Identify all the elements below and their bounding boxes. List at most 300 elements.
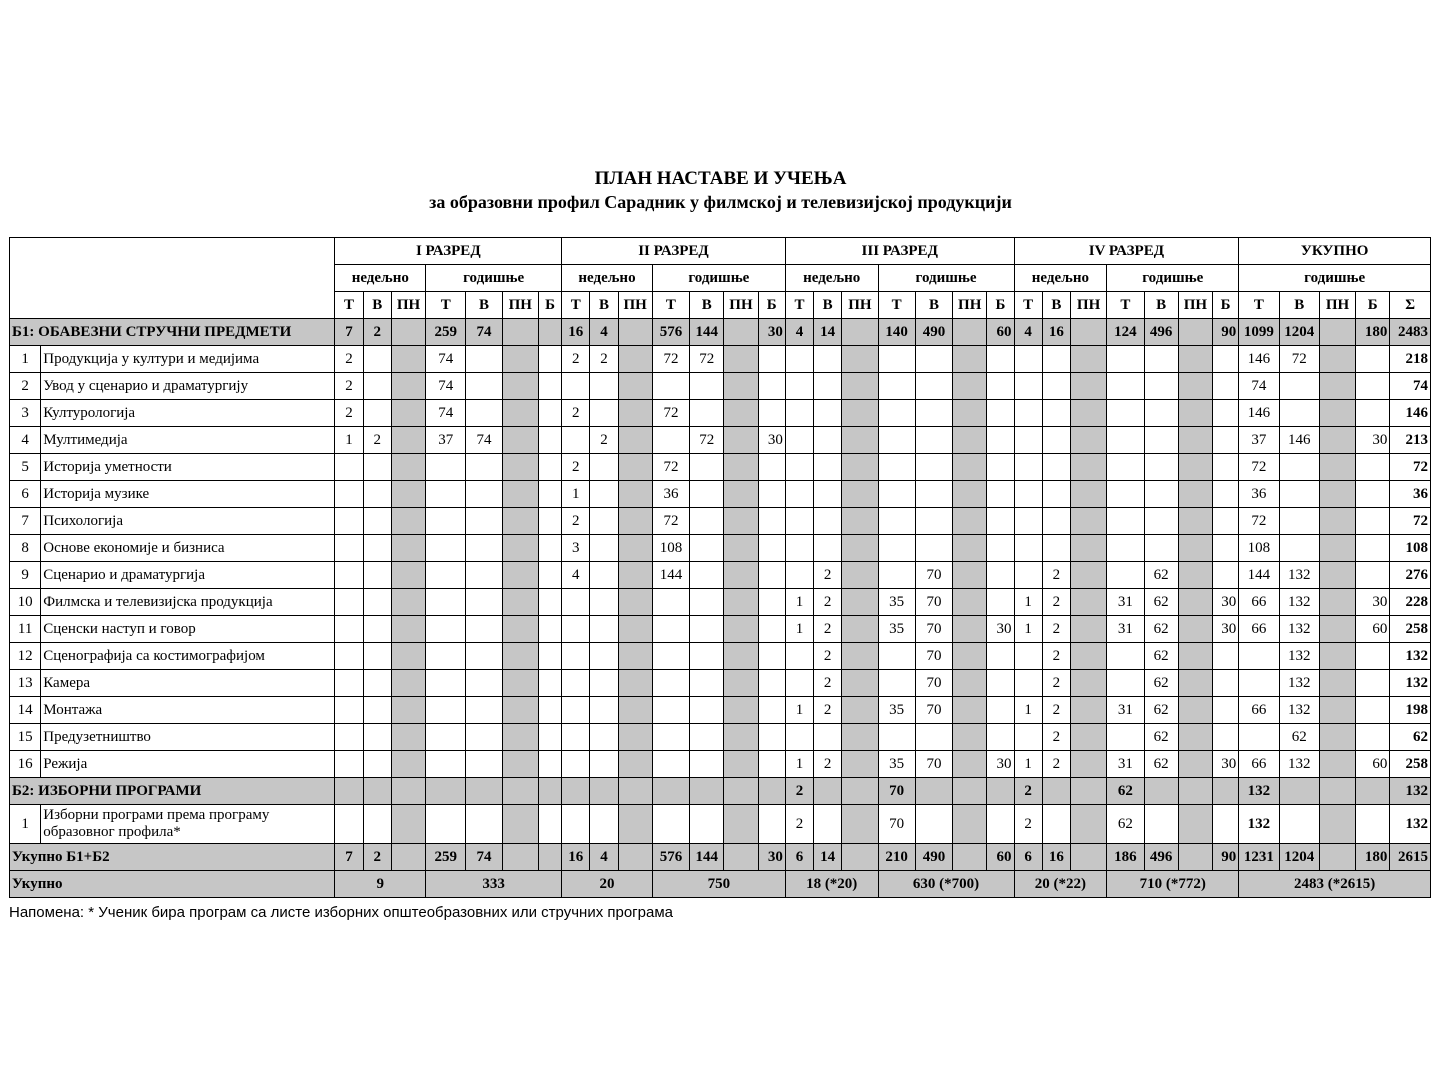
value-cell: 16 bbox=[1042, 844, 1070, 871]
value-cell bbox=[987, 778, 1014, 805]
value-cell bbox=[363, 616, 391, 643]
section-label: Б1: ОБАВЕЗНИ СТРУЧНИ ПРЕДМЕТИ bbox=[10, 319, 335, 346]
value-cell bbox=[652, 724, 689, 751]
value-cell bbox=[724, 319, 758, 346]
value-cell: 576 bbox=[652, 319, 689, 346]
value-cell bbox=[724, 481, 758, 508]
value-cell bbox=[1144, 481, 1178, 508]
value-cell bbox=[724, 373, 758, 400]
value-cell bbox=[538, 508, 561, 535]
value-cell bbox=[1107, 346, 1144, 373]
value-cell bbox=[426, 805, 466, 844]
value-cell bbox=[1319, 670, 1355, 697]
row-number: 12 bbox=[10, 643, 41, 670]
value-cell bbox=[335, 481, 363, 508]
value-cell bbox=[915, 346, 952, 373]
value-cell: 30 bbox=[758, 319, 785, 346]
value-cell: 2 bbox=[562, 346, 590, 373]
value-cell bbox=[538, 643, 561, 670]
value-cell bbox=[1144, 535, 1178, 562]
value-cell bbox=[502, 481, 538, 508]
value-cell: 62 bbox=[1144, 697, 1178, 724]
value-cell bbox=[538, 454, 561, 481]
value-cell bbox=[466, 373, 502, 400]
total-cell: 750 bbox=[652, 871, 785, 898]
value-cell bbox=[391, 319, 425, 346]
value-cell: 259 bbox=[426, 319, 466, 346]
value-cell bbox=[335, 535, 363, 562]
value-cell: 1204 bbox=[1279, 844, 1319, 871]
value-cell bbox=[538, 562, 561, 589]
total-cell: 333 bbox=[426, 871, 562, 898]
row-number: 2 bbox=[10, 373, 41, 400]
value-cell: 62 bbox=[1144, 751, 1178, 778]
value-cell bbox=[1070, 589, 1106, 616]
value-cell bbox=[590, 454, 618, 481]
value-cell bbox=[1213, 670, 1239, 697]
value-cell bbox=[690, 697, 724, 724]
value-cell bbox=[1279, 400, 1319, 427]
value-cell bbox=[842, 616, 878, 643]
value-cell: 132 bbox=[1390, 670, 1431, 697]
value-cell: 1099 bbox=[1239, 319, 1279, 346]
value-cell bbox=[426, 724, 466, 751]
value-cell bbox=[1144, 454, 1178, 481]
value-cell: 146 bbox=[1239, 400, 1279, 427]
value-cell: 2 bbox=[590, 427, 618, 454]
value-cell bbox=[1042, 535, 1070, 562]
value-cell bbox=[538, 778, 561, 805]
table-row bbox=[10, 481, 1431, 508]
subject-name: Увод у сценарио и драматургију bbox=[41, 373, 335, 400]
value-cell bbox=[1319, 724, 1355, 751]
value-cell: 35 bbox=[878, 589, 915, 616]
value-cell bbox=[335, 805, 363, 844]
value-cell bbox=[1319, 697, 1355, 724]
value-cell: 1 bbox=[1014, 589, 1042, 616]
subject-name: Изборни програми према програму образовног профила* bbox=[41, 805, 335, 844]
total-cell: 18 (*20) bbox=[785, 871, 878, 898]
value-cell bbox=[363, 481, 391, 508]
value-cell bbox=[391, 778, 425, 805]
value-cell bbox=[987, 805, 1014, 844]
value-cell bbox=[1356, 454, 1390, 481]
value-cell: 180 bbox=[1356, 844, 1390, 871]
value-cell bbox=[1178, 844, 1212, 871]
value-cell: 2 bbox=[814, 562, 842, 589]
value-cell bbox=[391, 535, 425, 562]
value-cell bbox=[1319, 400, 1355, 427]
value-cell bbox=[690, 481, 724, 508]
value-cell: 4 bbox=[590, 319, 618, 346]
value-cell bbox=[618, 427, 652, 454]
subject-name: Предузетништво bbox=[41, 724, 335, 751]
value-cell bbox=[785, 454, 813, 481]
value-cell bbox=[1213, 400, 1239, 427]
value-cell bbox=[1356, 562, 1390, 589]
value-cell bbox=[1014, 643, 1042, 670]
value-cell bbox=[1070, 400, 1106, 427]
value-cell bbox=[758, 805, 785, 844]
value-cell: 210 bbox=[878, 844, 915, 871]
value-cell bbox=[987, 724, 1014, 751]
value-cell bbox=[502, 805, 538, 844]
value-cell bbox=[1178, 481, 1212, 508]
value-cell bbox=[878, 346, 915, 373]
total-b1b2-row bbox=[10, 844, 1431, 871]
value-cell bbox=[1178, 643, 1212, 670]
subheader-cell: ПН bbox=[724, 292, 758, 319]
value-cell bbox=[953, 427, 987, 454]
value-cell bbox=[1178, 670, 1212, 697]
value-cell: 2 bbox=[1042, 616, 1070, 643]
value-cell bbox=[1070, 346, 1106, 373]
value-cell bbox=[502, 535, 538, 562]
value-cell bbox=[618, 562, 652, 589]
value-cell bbox=[915, 778, 952, 805]
value-cell bbox=[1070, 778, 1106, 805]
value-cell bbox=[785, 508, 813, 535]
value-cell: 31 bbox=[1107, 697, 1144, 724]
grade-2-header: II РАЗРЕД bbox=[562, 238, 786, 265]
subject-name: Сценографија са костимографијом bbox=[41, 643, 335, 670]
value-cell: 62 bbox=[1144, 724, 1178, 751]
value-cell bbox=[878, 508, 915, 535]
value-cell bbox=[1070, 454, 1106, 481]
value-cell bbox=[758, 346, 785, 373]
value-cell bbox=[842, 454, 878, 481]
value-cell: 3 bbox=[562, 535, 590, 562]
value-cell bbox=[391, 805, 425, 844]
value-cell bbox=[953, 805, 987, 844]
value-cell bbox=[363, 400, 391, 427]
value-cell bbox=[652, 427, 689, 454]
value-cell: 74 bbox=[1239, 373, 1279, 400]
value-cell: 16 bbox=[562, 319, 590, 346]
value-cell bbox=[1356, 346, 1390, 373]
value-cell: 2 bbox=[363, 319, 391, 346]
value-cell bbox=[652, 778, 689, 805]
subject-name: Продукција у култури и медијима bbox=[41, 346, 335, 373]
subheader-cell: В bbox=[590, 292, 618, 319]
value-cell bbox=[562, 373, 590, 400]
value-cell bbox=[1279, 508, 1319, 535]
value-cell bbox=[724, 844, 758, 871]
value-cell bbox=[538, 844, 561, 871]
value-cell bbox=[335, 697, 363, 724]
value-cell: 72 bbox=[652, 346, 689, 373]
row-number: 5 bbox=[10, 454, 41, 481]
value-cell bbox=[953, 616, 987, 643]
value-cell: 16 bbox=[1042, 319, 1070, 346]
value-cell bbox=[538, 481, 561, 508]
value-cell bbox=[562, 778, 590, 805]
value-cell bbox=[1014, 454, 1042, 481]
value-cell bbox=[1239, 643, 1279, 670]
value-cell bbox=[842, 697, 878, 724]
value-cell: 72 bbox=[690, 346, 724, 373]
subheader-cell: ПН bbox=[502, 292, 538, 319]
subheader-cell: ПН bbox=[1070, 292, 1106, 319]
value-cell bbox=[842, 670, 878, 697]
value-cell bbox=[814, 427, 842, 454]
value-cell bbox=[618, 778, 652, 805]
table-row bbox=[10, 400, 1431, 427]
total-label: Укупно Б1+Б2 bbox=[10, 844, 335, 871]
value-cell bbox=[363, 562, 391, 589]
value-cell: 496 bbox=[1144, 319, 1178, 346]
value-cell bbox=[426, 778, 466, 805]
value-cell: 2 bbox=[1042, 589, 1070, 616]
value-cell bbox=[1356, 481, 1390, 508]
value-cell bbox=[842, 724, 878, 751]
value-cell bbox=[1107, 481, 1144, 508]
value-cell bbox=[814, 778, 842, 805]
value-cell bbox=[724, 670, 758, 697]
value-cell bbox=[953, 562, 987, 589]
value-cell bbox=[538, 373, 561, 400]
subject-name: Камера bbox=[41, 670, 335, 697]
value-cell bbox=[1070, 508, 1106, 535]
total-label: Укупно bbox=[10, 871, 335, 898]
value-cell bbox=[953, 508, 987, 535]
value-cell bbox=[538, 751, 561, 778]
value-cell bbox=[878, 454, 915, 481]
value-cell: 66 bbox=[1239, 697, 1279, 724]
value-cell bbox=[618, 724, 652, 751]
value-cell: 2 bbox=[1042, 670, 1070, 697]
value-cell bbox=[758, 778, 785, 805]
value-cell: 66 bbox=[1239, 589, 1279, 616]
subject-name: Историја музике bbox=[41, 481, 335, 508]
value-cell bbox=[1356, 778, 1390, 805]
table-row bbox=[10, 373, 1431, 400]
value-cell: 144 bbox=[690, 844, 724, 871]
value-cell: 70 bbox=[878, 778, 915, 805]
value-cell bbox=[1014, 535, 1042, 562]
value-cell bbox=[1319, 844, 1355, 871]
value-cell bbox=[690, 508, 724, 535]
value-cell: 132 bbox=[1279, 751, 1319, 778]
value-cell bbox=[618, 319, 652, 346]
subheader-cell: Б bbox=[538, 292, 561, 319]
value-cell bbox=[724, 724, 758, 751]
value-cell bbox=[1070, 319, 1106, 346]
value-cell bbox=[1213, 724, 1239, 751]
value-cell bbox=[426, 454, 466, 481]
value-cell bbox=[758, 373, 785, 400]
value-cell bbox=[878, 562, 915, 589]
value-cell: 576 bbox=[652, 844, 689, 871]
value-cell bbox=[785, 643, 813, 670]
value-cell bbox=[618, 535, 652, 562]
value-cell: 198 bbox=[1390, 697, 1431, 724]
value-cell bbox=[842, 373, 878, 400]
value-cell bbox=[562, 670, 590, 697]
value-cell: 30 bbox=[1213, 751, 1239, 778]
value-cell bbox=[363, 508, 391, 535]
value-cell: 496 bbox=[1144, 844, 1178, 871]
section-b2-row bbox=[10, 778, 1431, 805]
value-cell bbox=[426, 589, 466, 616]
value-cell bbox=[466, 778, 502, 805]
subject-name: Основе економије и бизниса bbox=[41, 535, 335, 562]
value-cell bbox=[915, 373, 952, 400]
table-row bbox=[10, 535, 1431, 562]
value-cell: 30 bbox=[1213, 616, 1239, 643]
value-cell bbox=[1319, 319, 1355, 346]
value-cell: 2483 bbox=[1390, 319, 1431, 346]
value-cell bbox=[502, 778, 538, 805]
value-cell bbox=[1178, 535, 1212, 562]
value-cell: 258 bbox=[1390, 616, 1431, 643]
value-cell bbox=[842, 643, 878, 670]
table-row bbox=[10, 643, 1431, 670]
value-cell bbox=[502, 427, 538, 454]
value-cell bbox=[785, 400, 813, 427]
yearly-label: годишње bbox=[878, 265, 1014, 292]
value-cell bbox=[724, 400, 758, 427]
value-cell bbox=[1144, 778, 1178, 805]
value-cell bbox=[758, 616, 785, 643]
subheader-cell: В bbox=[363, 292, 391, 319]
value-cell bbox=[1213, 778, 1239, 805]
value-cell bbox=[652, 751, 689, 778]
value-cell bbox=[391, 751, 425, 778]
value-cell bbox=[1070, 427, 1106, 454]
value-cell bbox=[1178, 589, 1212, 616]
value-cell: 2 bbox=[785, 778, 813, 805]
value-cell: 1 bbox=[562, 481, 590, 508]
value-cell: 2 bbox=[1014, 805, 1042, 844]
subheader-cell: В bbox=[1279, 292, 1319, 319]
value-cell bbox=[878, 427, 915, 454]
value-cell bbox=[1319, 508, 1355, 535]
value-cell: 132 bbox=[1390, 805, 1431, 844]
value-cell: 218 bbox=[1390, 346, 1431, 373]
value-cell bbox=[502, 643, 538, 670]
value-cell bbox=[1070, 805, 1106, 844]
value-cell bbox=[1042, 373, 1070, 400]
value-cell bbox=[953, 778, 987, 805]
value-cell: 72 bbox=[1390, 454, 1431, 481]
value-cell: 2 bbox=[814, 751, 842, 778]
value-cell: 36 bbox=[1239, 481, 1279, 508]
value-cell bbox=[538, 346, 561, 373]
value-cell: 66 bbox=[1239, 616, 1279, 643]
value-cell bbox=[724, 616, 758, 643]
value-cell bbox=[1319, 454, 1355, 481]
value-cell bbox=[1070, 670, 1106, 697]
value-cell bbox=[466, 508, 502, 535]
value-cell bbox=[1356, 670, 1390, 697]
value-cell: 70 bbox=[915, 562, 952, 589]
value-cell: 62 bbox=[1144, 562, 1178, 589]
value-cell bbox=[1107, 562, 1144, 589]
value-cell bbox=[618, 346, 652, 373]
value-cell: 2 bbox=[562, 508, 590, 535]
total-cell: 2483 (*2615) bbox=[1239, 871, 1431, 898]
value-cell bbox=[1319, 427, 1355, 454]
value-cell bbox=[953, 643, 987, 670]
value-cell bbox=[363, 454, 391, 481]
value-cell bbox=[758, 643, 785, 670]
value-cell: 90 bbox=[1213, 319, 1239, 346]
value-cell bbox=[391, 346, 425, 373]
value-cell bbox=[590, 751, 618, 778]
table-row bbox=[10, 724, 1431, 751]
value-cell bbox=[953, 319, 987, 346]
value-cell bbox=[391, 589, 425, 616]
value-cell: 14 bbox=[814, 319, 842, 346]
value-cell bbox=[1178, 400, 1212, 427]
value-cell: 132 bbox=[1279, 643, 1319, 670]
value-cell bbox=[915, 805, 952, 844]
value-cell bbox=[335, 670, 363, 697]
value-cell bbox=[987, 697, 1014, 724]
subheader-cell: Т bbox=[652, 292, 689, 319]
value-cell bbox=[987, 346, 1014, 373]
value-cell bbox=[1356, 535, 1390, 562]
value-cell: 35 bbox=[878, 751, 915, 778]
value-cell bbox=[426, 751, 466, 778]
value-cell bbox=[562, 589, 590, 616]
value-cell bbox=[590, 670, 618, 697]
row-number: 7 bbox=[10, 508, 41, 535]
value-cell: 108 bbox=[1239, 535, 1279, 562]
value-cell bbox=[426, 535, 466, 562]
value-cell: 74 bbox=[1390, 373, 1431, 400]
value-cell bbox=[1356, 805, 1390, 844]
value-cell bbox=[618, 844, 652, 871]
table-row bbox=[10, 589, 1431, 616]
value-cell: 66 bbox=[1239, 751, 1279, 778]
value-cell bbox=[1319, 481, 1355, 508]
value-cell: 62 bbox=[1390, 724, 1431, 751]
value-cell: 74 bbox=[466, 319, 502, 346]
value-cell bbox=[915, 535, 952, 562]
value-cell bbox=[363, 589, 391, 616]
value-cell bbox=[363, 535, 391, 562]
value-cell bbox=[915, 481, 952, 508]
value-cell: 2 bbox=[562, 454, 590, 481]
value-cell bbox=[618, 373, 652, 400]
value-cell bbox=[335, 778, 363, 805]
value-cell: 132 bbox=[1279, 670, 1319, 697]
grade-4-header: IV РАЗРЕД bbox=[1014, 238, 1239, 265]
subheader-cell: Т bbox=[426, 292, 466, 319]
value-cell: 30 bbox=[758, 427, 785, 454]
value-cell bbox=[690, 589, 724, 616]
value-cell: 1 bbox=[1014, 751, 1042, 778]
value-cell bbox=[363, 643, 391, 670]
value-cell: 2 bbox=[814, 643, 842, 670]
value-cell bbox=[391, 427, 425, 454]
value-cell bbox=[618, 805, 652, 844]
row-number: 16 bbox=[10, 751, 41, 778]
value-cell bbox=[391, 616, 425, 643]
value-cell bbox=[466, 643, 502, 670]
value-cell bbox=[363, 697, 391, 724]
value-cell: 132 bbox=[1279, 589, 1319, 616]
value-cell: 74 bbox=[466, 427, 502, 454]
value-cell bbox=[690, 400, 724, 427]
subject-name: Сценски наступ и говор bbox=[41, 616, 335, 643]
subject-name: Историја уметности bbox=[41, 454, 335, 481]
value-cell: 1 bbox=[335, 427, 363, 454]
value-cell: 2 bbox=[814, 670, 842, 697]
value-cell bbox=[538, 400, 561, 427]
